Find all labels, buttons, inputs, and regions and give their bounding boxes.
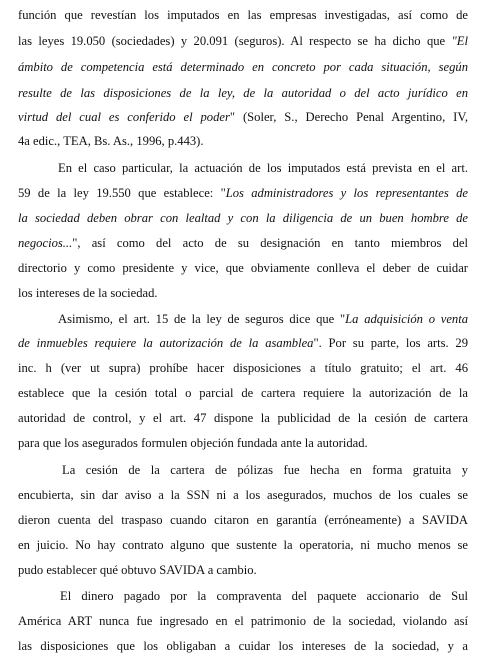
quoted-text: resulte de las disposiciones de la ley, de la autoridad o del acto jurídico en xyxy=(18,86,468,100)
text-run: Asimismo, el art. 15 de la ley de seguros dice que " xyxy=(58,312,346,326)
text-line xyxy=(18,182,468,204)
text-line xyxy=(18,56,468,78)
text-run: las leyes 19.050 (sociedades) y 20.091 (seguros). Al respecto se ha dicho que xyxy=(18,34,452,48)
text-line xyxy=(18,82,468,104)
quoted-text: La adquisición o venta xyxy=(345,312,468,326)
text-run: 59 de la ley 19.550 que establece: " xyxy=(18,186,226,200)
quoted-text: ámbito de competencia está determinado en concreto por cada situación, según xyxy=(18,60,468,74)
quoted-text: virtud del cual es conferido el poder xyxy=(18,110,230,124)
text-line: los intereses de la sociedad. xyxy=(18,286,158,300)
text-line xyxy=(18,332,468,354)
text-line: inc. h (ver ut supra) prohíbe hacer disposiciones a título gratuito; el art. 46 xyxy=(18,361,468,375)
quoted-text: la sociedad deben obrar con lealtad y con la diligencia de un buen hombre de xyxy=(18,211,468,225)
text-line: pudo establecer qué obtuvo SAVIDA a cambio. xyxy=(18,563,257,577)
text-line xyxy=(18,106,468,128)
quoted-text: negocios... xyxy=(18,236,73,250)
text-line: En el caso particular, la actuación de los imputados está prevista en el art. xyxy=(58,161,468,175)
text-line: La cesión de la cartera de pólizas fue hecha en forma gratuita y xyxy=(62,463,468,477)
text-run: ". Por su parte, los arts. 29 xyxy=(313,336,468,350)
text-line: las disposiciones que los obligaban a cuidar los intereses de la sociedad, y a xyxy=(18,639,468,653)
text-line: El dinero pagado por la compraventa del paquete accionario de Sul xyxy=(60,589,468,603)
quoted-text: "El xyxy=(451,34,468,48)
text-line: función que revestían los imputados en las empresas investigadas, así como de xyxy=(18,8,468,22)
text-line: en juicio. No hay contrato alguno que sustente la operatoria, ni mucho menos se xyxy=(18,538,468,552)
text-line xyxy=(58,308,468,330)
text-line xyxy=(18,207,468,229)
text-line xyxy=(18,232,468,254)
quoted-text: de inmuebles requiere la autorización de la asamblea xyxy=(18,336,314,350)
text-line: América ART nunca fue ingresado en el patrimonio de la sociedad, violando así xyxy=(18,614,468,628)
quoted-text: Los administradores y los representantes de xyxy=(225,186,468,200)
citation: " (Soler, S., Derecho Penal Argentino, IV, xyxy=(229,110,468,124)
text-line: encubierta, sin dar aviso a la SSN ni a los asegurados, muchos de los cuales se xyxy=(18,488,468,502)
text-line: directorio y como presidente y vice, que obviamente conlleva el deber de cuidar xyxy=(18,261,468,275)
text-line: dieron cuenta del traspaso cuando citaron en garantía (erróneamente) a SAVIDA xyxy=(18,513,468,527)
text-line xyxy=(18,30,468,52)
text-line: 4a edic., TEA, Bs. As., 1996, p.443). xyxy=(18,134,204,148)
text-run: ", así como del acto de su designación en tanto miembros del xyxy=(72,236,468,250)
text-line: autoridad de control, y el art. 47 dispone la publicidad de la cesión de cartera xyxy=(18,411,468,425)
text-line: para que los asegurados formulen objeción fundada ante la autoridad. xyxy=(18,436,368,450)
text-line: establece que la cesión total o parcial de cartera requiere la autorización de la xyxy=(18,386,468,400)
